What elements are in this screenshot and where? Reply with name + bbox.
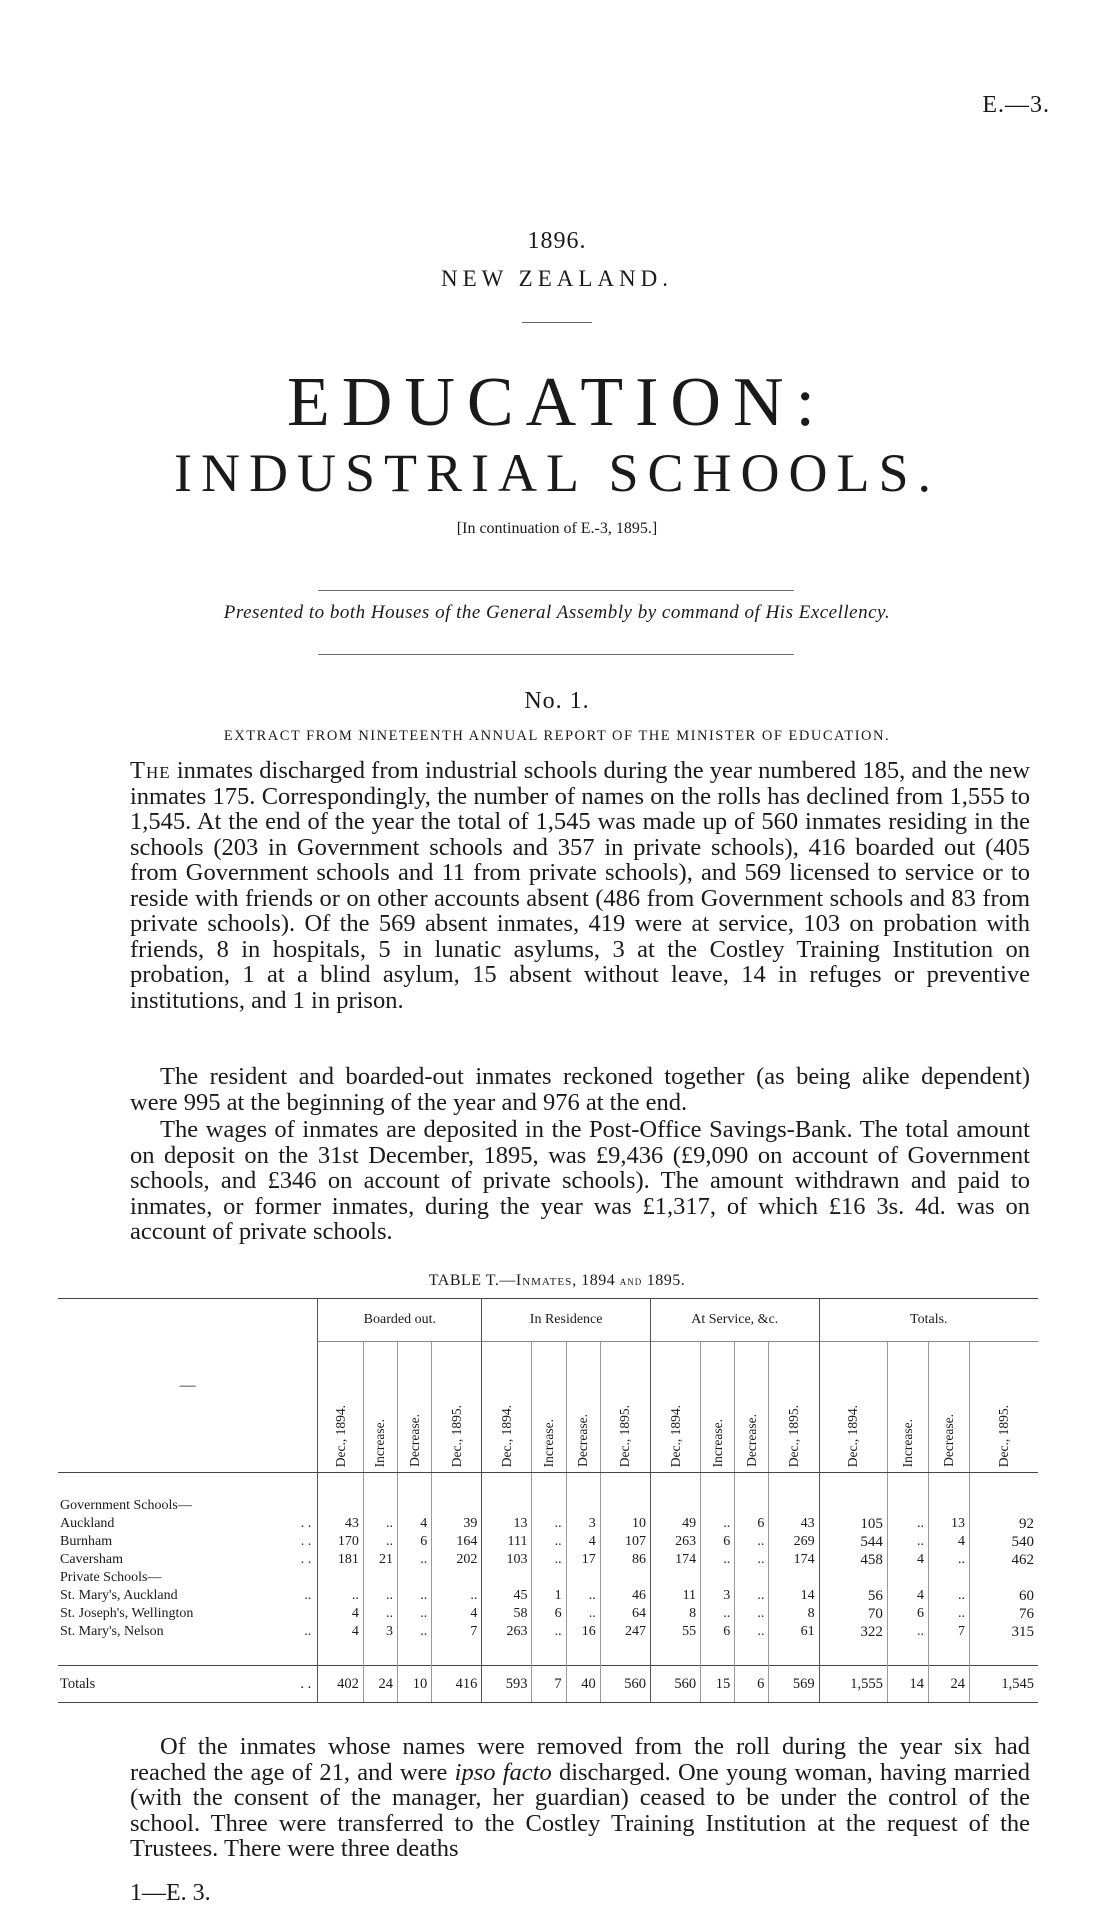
- totals-text: Totals: [60, 1675, 96, 1692]
- table-cell: 56: [819, 1587, 887, 1605]
- table-cell: ..: [318, 1587, 364, 1605]
- corner-cell: —: [58, 1299, 318, 1473]
- table-cell: 6: [735, 1515, 769, 1533]
- row-name: Auckland: [60, 1516, 115, 1531]
- table-cell: ..: [432, 1587, 482, 1605]
- column-header-label: Dec., 1894.: [498, 1404, 514, 1467]
- column-header-label: Increase.: [541, 1418, 557, 1467]
- table-cell: 6: [887, 1605, 928, 1623]
- row-name: St. Joseph's, Wellington: [60, 1606, 194, 1621]
- table-cell: 4: [318, 1623, 364, 1641]
- column-header: [650, 1342, 700, 1473]
- table-cell: 55: [650, 1623, 700, 1641]
- table-cell: 6: [532, 1605, 566, 1623]
- caption-year-a: , 1894: [572, 1272, 616, 1289]
- table-cell: 49: [650, 1515, 700, 1533]
- table-cell: 16: [566, 1623, 600, 1641]
- table-cell: 24: [928, 1666, 969, 1703]
- table-cell: 76: [969, 1605, 1038, 1623]
- table-cell: 4: [318, 1605, 364, 1623]
- column-header-label: Decrease.: [406, 1414, 422, 1467]
- row-label: [58, 1605, 318, 1623]
- leader-dots: ..: [304, 1624, 312, 1639]
- row-label: [58, 1551, 318, 1569]
- column-header-label: Decrease.: [575, 1414, 591, 1467]
- column-header-label: Dec., 1895.: [448, 1404, 464, 1467]
- table-caption: [0, 1272, 1114, 1290]
- government-rows: [58, 1515, 1038, 1569]
- table-cell: ..: [928, 1605, 969, 1623]
- table-cell: 40: [566, 1666, 600, 1703]
- column-header: [318, 1342, 364, 1473]
- table-cell: 46: [600, 1587, 650, 1605]
- table-row: [58, 1587, 1038, 1605]
- table-cell: 13: [928, 1515, 969, 1533]
- table-cell: 174: [769, 1551, 819, 1569]
- table-cell: 6: [701, 1533, 735, 1551]
- table-cell: 181: [318, 1551, 364, 1569]
- row-label: [58, 1515, 318, 1533]
- table-cell: 21: [363, 1551, 397, 1569]
- table-cell: ..: [735, 1623, 769, 1641]
- row-name: St. Mary's, Auckland: [60, 1588, 178, 1603]
- latin-phrase: ipso facto: [454, 1758, 552, 1786]
- column-header: [701, 1342, 735, 1473]
- column-header-label: Increase.: [709, 1418, 725, 1467]
- table-cell: 4: [566, 1533, 600, 1551]
- table-cell: 4: [887, 1587, 928, 1605]
- table-cell: 64: [600, 1605, 650, 1623]
- table-cell: 540: [969, 1533, 1038, 1551]
- table-cell: ..: [701, 1605, 735, 1623]
- table-cell: 24: [363, 1666, 397, 1703]
- table-cell: 3: [566, 1515, 600, 1533]
- leader-dots: . .: [300, 1534, 312, 1549]
- spacer-row: [58, 1641, 1038, 1666]
- table-cell: 322: [819, 1623, 887, 1641]
- column-header: [600, 1342, 650, 1473]
- table-cell: 263: [482, 1623, 532, 1641]
- table-cell: 7: [928, 1623, 969, 1641]
- table-cell: 458: [819, 1551, 887, 1569]
- table-cell: ..: [735, 1605, 769, 1623]
- table-cell: 92: [969, 1515, 1038, 1533]
- table-cell: 315: [969, 1623, 1038, 1641]
- table-cell: 560: [600, 1666, 650, 1703]
- table-cell: 4: [432, 1605, 482, 1623]
- table-cell: ..: [928, 1587, 969, 1605]
- paragraph-lead: The: [130, 757, 171, 784]
- column-header: [363, 1342, 397, 1473]
- paragraph-3: The wages of inmates are deposited in the Post-Office Savings-Bank. The total amount on deposit on the 31st December, 1895, was £9,436 (£9,090 on account of Government schools, and £346 on account of private schools). The amount withdrawn and paid to inmates, or former inmates, during the year was £1,317, of which £16 3s. 4d. was on account of private schools.: [130, 1116, 1030, 1245]
- column-header: [482, 1342, 532, 1473]
- table-cell: ..: [398, 1587, 432, 1605]
- table-cell: ..: [398, 1551, 432, 1569]
- column-header: [735, 1342, 769, 1473]
- row-label: [58, 1587, 318, 1605]
- table-cell: 462: [969, 1551, 1038, 1569]
- column-header-label: Dec., 1895.: [617, 1404, 633, 1467]
- table-cell: ..: [363, 1533, 397, 1551]
- table-cell: ..: [887, 1623, 928, 1641]
- table-cell: 13: [482, 1515, 532, 1533]
- table-cell: ..: [532, 1623, 566, 1641]
- paragraph-4: [130, 1734, 1030, 1862]
- table-cell: 8: [650, 1605, 700, 1623]
- caption-prefix: TABLE T.—: [428, 1272, 516, 1289]
- caption-and: and: [619, 1273, 643, 1288]
- table-cell: 60: [969, 1587, 1038, 1605]
- section-row: [58, 1569, 1038, 1587]
- table-cell: 263: [650, 1533, 700, 1551]
- presented-line: Presented to both Houses of the General Assembly by command of His Excellency.: [223, 602, 891, 623]
- table-cell: 103: [482, 1551, 532, 1569]
- row-label: [58, 1623, 318, 1641]
- column-header: [928, 1342, 969, 1473]
- column-header-label: Increase.: [899, 1418, 915, 1467]
- table-cell: 7: [532, 1666, 566, 1703]
- section-heading: EXTRACT FROM NINETEENTH ANNUAL REPORT OF THE MINISTER OF EDUCATION.: [223, 728, 891, 744]
- page-footer-number: 1—E. 3.: [130, 1880, 211, 1906]
- table-cell: 15: [701, 1666, 735, 1703]
- leader-dots: . .: [300, 1675, 312, 1692]
- table-cell: 3: [363, 1623, 397, 1641]
- table-cell: 569: [769, 1666, 819, 1703]
- row-name: Burnham: [60, 1534, 113, 1549]
- table-row: [58, 1623, 1038, 1641]
- table-cell: ..: [532, 1515, 566, 1533]
- row-name: St. Mary's, Nelson: [60, 1624, 164, 1639]
- table-cell: ..: [566, 1605, 600, 1623]
- column-header-label: Dec., 1894.: [845, 1404, 861, 1467]
- column-header: [769, 1342, 819, 1473]
- table-cell: ..: [735, 1533, 769, 1551]
- column-header: [887, 1342, 928, 1473]
- table-cell: 105: [819, 1515, 887, 1533]
- table-cell: 11: [650, 1587, 700, 1605]
- table-cell: ..: [363, 1515, 397, 1533]
- table-cell: 61: [769, 1623, 819, 1641]
- table-cell: 3: [701, 1587, 735, 1605]
- table-cell: 10: [600, 1515, 650, 1533]
- table-cell: ..: [363, 1587, 397, 1605]
- row-name: Caversham: [60, 1552, 123, 1567]
- table-cell: ..: [701, 1515, 735, 1533]
- table-cell: 202: [432, 1551, 482, 1569]
- group-header: Boarded out.: [318, 1299, 482, 1342]
- paragraph-text: inmates discharged from industrial schools during the year numbered 185, and the new inmates 175. Correspondingly, the number of names on the rolls has declined from 1,555 to 1,545. At the end of the year the total of 1,545 was made up of 560 inmates residing in the schools (203 in Government schools and 357 in private schools), 416 boarded out (405 from Government schools and 11 from private schools), and 569 licensed to service or to reside with friends or on other accounts absent (486 from Government schools and 83 from private schools). Of the 569 absent inmates, 419 were at service, 103 on probation with friends, 8 in hospitals, 5 in lunatic asylums, 3 at the Costley Training Institution on probation, 1 at a blind asylum, 15 absent without leave, 14 in refuges or preventive institutions, and 1 in prison.: [130, 757, 1030, 1014]
- table-cell: 107: [600, 1533, 650, 1551]
- section-label: Private Schools—: [60, 1570, 162, 1585]
- column-header: [432, 1342, 482, 1473]
- table-cell: ..: [735, 1587, 769, 1605]
- table-cell: 4: [887, 1551, 928, 1569]
- table-cell: 45: [482, 1587, 532, 1605]
- table-cell: 58: [482, 1605, 532, 1623]
- table-cell: 174: [650, 1551, 700, 1569]
- page-title: EDUCATION:: [287, 364, 827, 441]
- table-cell: 111: [482, 1533, 532, 1551]
- table-cell: ..: [566, 1587, 600, 1605]
- divider: [318, 590, 794, 591]
- totals-label: [58, 1666, 318, 1703]
- table-cell: 170: [318, 1533, 364, 1551]
- document-country: NEW ZEALAND.: [440, 266, 674, 291]
- column-header: [969, 1342, 1038, 1473]
- document-year: 1896.: [527, 228, 587, 254]
- table-group-header: [58, 1299, 1038, 1342]
- row-label: [58, 1533, 318, 1551]
- table-cell: ..: [887, 1533, 928, 1551]
- column-header-label: Decrease.: [940, 1414, 956, 1467]
- table-row: [58, 1533, 1038, 1551]
- table-cell: 43: [318, 1515, 364, 1533]
- table-cell: 86: [600, 1551, 650, 1569]
- private-rows: [58, 1587, 1038, 1641]
- caption-year-b: 1895.: [642, 1272, 686, 1289]
- table-cell: 70: [819, 1605, 887, 1623]
- column-header: [819, 1342, 887, 1473]
- column-header-label: Dec., 1895.: [995, 1404, 1011, 1467]
- column-header-label: Dec., 1894.: [332, 1404, 348, 1467]
- section-number: No. 1.: [524, 688, 590, 714]
- column-header-label: Increase.: [372, 1418, 388, 1467]
- table-cell: 39: [432, 1515, 482, 1533]
- group-header: At Service, &c.: [650, 1299, 819, 1342]
- table-cell: 1,545: [969, 1666, 1038, 1703]
- divider: [318, 654, 794, 655]
- column-header: [398, 1342, 432, 1473]
- table-cell: 6: [735, 1666, 769, 1703]
- leader-dots: . .: [300, 1516, 312, 1531]
- totals-row: [58, 1666, 1038, 1703]
- table-cell: 10: [398, 1666, 432, 1703]
- group-header: In Residence: [482, 1299, 651, 1342]
- leader-dots: ..: [304, 1588, 312, 1603]
- document-reference: E.—3.: [982, 92, 1050, 118]
- column-header-label: Dec., 1894.: [667, 1404, 683, 1467]
- inmates-table: [58, 1298, 1038, 1703]
- column-header-label: Dec., 1895.: [785, 1404, 801, 1467]
- table-cell: 14: [769, 1587, 819, 1605]
- table-cell: 8: [769, 1605, 819, 1623]
- table-cell: 247: [600, 1623, 650, 1641]
- table-cell: 560: [650, 1666, 700, 1703]
- leader-dots: . .: [300, 1552, 312, 1567]
- section-row: [58, 1497, 1038, 1515]
- column-header: [532, 1342, 566, 1473]
- table-cell: ..: [398, 1605, 432, 1623]
- table-cell: 1: [532, 1587, 566, 1605]
- table-cell: 402: [318, 1666, 364, 1703]
- group-header: Totals.: [819, 1299, 1038, 1342]
- spacer-row: [58, 1473, 1038, 1498]
- table-row: [58, 1551, 1038, 1569]
- table-cell: ..: [532, 1533, 566, 1551]
- paragraph-2: The resident and boarded-out inmates reckoned together (as being alike dependent) were 995 at the beginning of the year and 976 at the end.: [130, 1063, 1030, 1116]
- table-cell: 1,555: [819, 1666, 887, 1703]
- paragraph-text: Of the inmates whose names were removed from the roll during the year six had reached the age of 21, and were: [130, 1733, 1030, 1786]
- paragraph-1: [130, 758, 1030, 1013]
- table-cell: ..: [735, 1551, 769, 1569]
- table-cell: ..: [363, 1605, 397, 1623]
- table-cell: 17: [566, 1551, 600, 1569]
- table-cell: 6: [701, 1623, 735, 1641]
- table-cell: 7: [432, 1623, 482, 1641]
- section-label: Government Schools—: [60, 1498, 192, 1513]
- divider: [522, 322, 592, 323]
- table-row: [58, 1515, 1038, 1533]
- table-cell: 416: [432, 1666, 482, 1703]
- paragraph-text: discharged. One young woman, having married (with the consent of the manager, her guardian) ceased to be under the control of the school. Three were transferred to the Costley Training Institution at the request of the Trustees. There were three deaths: [130, 1758, 1031, 1862]
- continuation-note: [In continuation of E.-3, 1895.]: [456, 520, 658, 537]
- page-subtitle: INDUSTRIAL SCHOOLS.: [173, 443, 941, 503]
- table-cell: ..: [398, 1623, 432, 1641]
- table-cell: 593: [482, 1666, 532, 1703]
- table-cell: ..: [701, 1551, 735, 1569]
- table-cell: 14: [887, 1666, 928, 1703]
- table-cell: 4: [398, 1515, 432, 1533]
- caption-title: Inmates: [515, 1272, 573, 1289]
- table-cell: 6: [398, 1533, 432, 1551]
- table-cell: ..: [532, 1551, 566, 1569]
- table-row: [58, 1605, 1038, 1623]
- table-cell: 269: [769, 1533, 819, 1551]
- table-cell: 43: [769, 1515, 819, 1533]
- column-header-label: Decrease.: [743, 1414, 759, 1467]
- table-cell: ..: [887, 1515, 928, 1533]
- column-header: [566, 1342, 600, 1473]
- table-cell: 164: [432, 1533, 482, 1551]
- table-cell: 544: [819, 1533, 887, 1551]
- table-cell: 4: [928, 1533, 969, 1551]
- table-cell: ..: [928, 1551, 969, 1569]
